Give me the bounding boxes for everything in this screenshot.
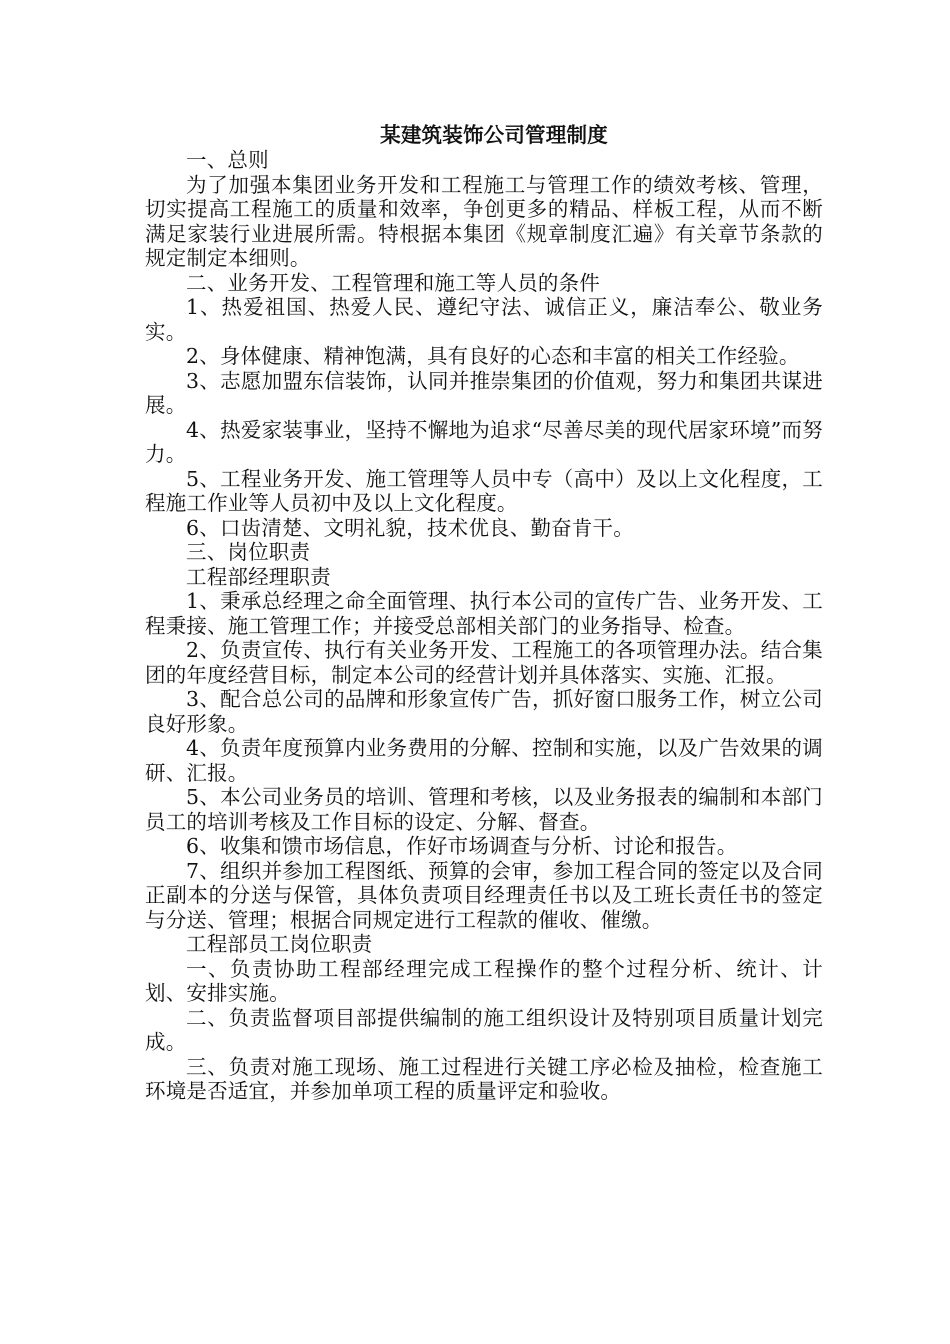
section-heading-duties: 三、岗位职责 [186,540,311,564]
staff-duty-3: 三、负责对施工现场、施工过程进行关键工序必检及抽检，检查施工环境是否适宜，并参加单项工程的质量评定和验收。 [145,1054,823,1103]
manager-duty-6: 6、收集和馈市场信息，作好市场调查与分析、讨论和报告。 [186,834,738,858]
paragraph-purpose: 为了加强本集团业务开发和工程施工与管理工作的绩效考核、管理，切实提高工程施工的质量和效率，争创更多的精品、样板工程，从而不断满足家装行业进展所需。特根据本集团《规章制度汇遍》有关章节条款的规定制定本细则。 [145,172,823,270]
manager-duty-1: 1、秉承总经理之命全面管理、执行本公司的宣传广告、业务开发、工程秉接、施工管理工作；并接受总部相关部门的业务指导、检查。 [145,589,823,638]
requirement-item-6: 6、口齿清楚、文明礼貌，技术优良、勤奋肯干。 [186,515,634,540]
requirement-item-5: 5、工程业务开发、施工管理等人员中专（高中）及以上文化程度，工程施工作业等人员初中及以上文化程度。 [145,466,823,515]
section-heading-general: 一、总则 [186,148,269,172]
manager-duty-7: 7、组织并参加工程图纸、预算的会审，参加工程合同的签定以及合同正副本的分送与保管，具体负责项目经理责任书以及工班长责任书的签定与分送、管理；根据合同规定进行工程款的催收、催缴。 [145,858,823,932]
requirement-item-3: 3、志愿加盟东信装饰，认同并推崇集团的价值观，努力和集团共谋进展。 [145,368,823,417]
manager-duty-2: 2、负责宣传、执行有关业务开发、工程施工的各项管理办法。结合集团的年度经营目标，制定本公司的经营计划并具体落实、实施、汇报。 [145,638,823,687]
document-body [145,122,823,1104]
section-heading-requirements: 二、业务开发、工程管理和施工等人员的条件 [186,270,600,295]
requirement-item-4: 4、热爱家装事业，坚持不懈地为追求“尽善尽美的现代居家环境”而努力。 [145,417,823,466]
manager-duty-5: 5、本公司业务员的培训、管理和考核，以及业务报表的编制和本部门员工的培训考核及工作目标的设定、分解、督查。 [145,785,823,834]
subheading-manager-duties: 工程部经理职责 [186,564,331,589]
staff-duty-1: 一、负责协助工程部经理完成工程操作的整个过程分析、统计、计划、安排实施。 [145,956,823,1005]
subheading-staff-duties: 工程部员工岗位职责 [186,932,373,956]
staff-duty-2: 二、负责监督项目部提供编制的施工组织设计及特别项目质量计划完成。 [145,1005,823,1054]
requirement-item-1: 1、热爱祖国、热爱人民、遵纪守法、诚信正义，廉洁奉公、敬业务实。 [145,295,823,344]
manager-duty-4: 4、负责年度预算内业务费用的分解、控制和实施，以及广告效果的调研、汇报。 [145,736,823,785]
document-title: 某建筑装饰公司管理制度 [380,123,608,147]
manager-duty-3: 3、配合总公司的品牌和形象宣传广告，抓好窗口服务工作，树立公司良好形象。 [145,687,823,736]
requirement-item-2: 2、身体健康、精神饱满，具有良好的心态和丰富的相关工作经验。 [186,344,800,368]
